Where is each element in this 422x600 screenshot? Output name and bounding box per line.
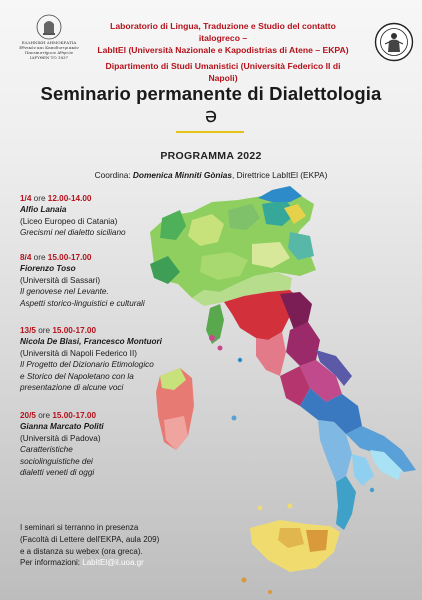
title-underline (176, 131, 244, 133)
coordinator-line (0, 170, 422, 180)
contact-email-link[interactable]: LabItEl@il.uoa.gr (82, 558, 144, 568)
header-line-2: LabItEl (Università Nazionale e Kapodistrias di Atene – EKPA) (97, 45, 349, 55)
session-date: 1/4 (20, 194, 32, 203)
session-affiliation: (Università di Sassari) (20, 275, 101, 285)
session-time: 15.00-17.00 (52, 411, 97, 420)
session-speaker: Fiorenzo Toso (20, 264, 76, 274)
session-ore: ore (35, 326, 53, 335)
session-topic: dialetti veneti di oggi (20, 468, 95, 478)
coordinator-name: Domenica Minniti Gònias (132, 170, 233, 180)
schwa-glyph: ə (204, 103, 218, 127)
footer-line-1: I seminari si terranno in presenza (20, 523, 139, 532)
footer-contact (20, 557, 240, 569)
session-ore: ore (31, 194, 48, 203)
session-date: 20/5 (20, 411, 36, 420)
session-topic: Il Progetto del Dizionario Etimologico (20, 360, 154, 370)
session-topic: sociolinguistiche dei (20, 456, 93, 466)
footer-line-2: (Facoltà di Lettere dell'EKPA, aula 209) (20, 534, 160, 544)
session-entry (20, 410, 200, 478)
session-affiliation: (Liceo Europeo di Catania) (20, 216, 118, 226)
session-date: 13/5 (20, 326, 36, 335)
session-time: 15.00-17.00 (52, 326, 97, 335)
session-topic: Grecismi nel dialetto siciliano (20, 228, 126, 238)
session-ore: ore (31, 253, 48, 262)
session-speaker: Gianna Marcato Politi (20, 422, 104, 432)
session-topic: Il genovese nel Levante. (20, 287, 109, 297)
header-institutions (92, 20, 354, 84)
coordinator-role: , Direttrice LabItEl (EKPA) (232, 170, 328, 180)
programma-heading: PROGRAMMA 2022 (160, 150, 262, 162)
session-topic: presentazione di alcune voci (20, 383, 124, 393)
header-line-1: Laboratorio di Lingua, Traduzione e Studio del contatto italogreco – (110, 21, 336, 43)
session-date: 8/4 (20, 253, 32, 262)
page-title: Seminario permanente di Dialettologia (40, 83, 382, 104)
session-ore: ore (35, 411, 53, 420)
session-datetime (20, 325, 200, 336)
info-label: Per informazioni: (20, 558, 83, 568)
session-speaker: Nicola De Blasi, Francesco Montuori (20, 337, 162, 347)
session-topic: Aspetti storico-linguistici e culturali (20, 298, 145, 308)
logo-line: Εθνικόν και Καποδιστριακόν (19, 45, 79, 50)
footer-info (20, 522, 240, 569)
uoa-logo (14, 14, 84, 66)
session-datetime (20, 193, 200, 204)
session-datetime (20, 410, 200, 421)
session-entry (20, 252, 200, 309)
logo-line: Πανεπιστήμιον Αθηνών (24, 50, 74, 55)
session-topic: Caratteristiche (20, 445, 73, 455)
session-time: 12.00-14.00 (47, 194, 92, 203)
session-datetime (20, 252, 200, 263)
coordinator-prefix: Coordina: (94, 170, 133, 180)
session-time: 15.00-17.00 (47, 253, 92, 262)
session-affiliation: (Università di Napoli Federico II) (20, 348, 137, 358)
session-entry (20, 193, 200, 239)
session-affiliation: (Università di Padova) (20, 433, 101, 443)
footer-line-3: e a distanza su webex (ora greca). (20, 546, 143, 556)
session-topic: e Storico del Napoletano con la (20, 371, 134, 381)
logo-line: ΕΛΛΗΝΙΚΗ ΔΗΜΟΚΡΑΤΙΑ (21, 40, 77, 45)
session-entry (20, 325, 200, 393)
logo-line: ΙΔΡΥΘΕΝ ΤΟ 1837 (29, 55, 69, 60)
athena-emblem-icon (36, 14, 62, 40)
session-speaker: Alfio Lanaia (20, 205, 67, 215)
header-line-3: Dipartimento di Studi Umanistici (Università Federico II di Napoli) (105, 61, 341, 83)
federico-ii-seal-icon (374, 22, 414, 62)
